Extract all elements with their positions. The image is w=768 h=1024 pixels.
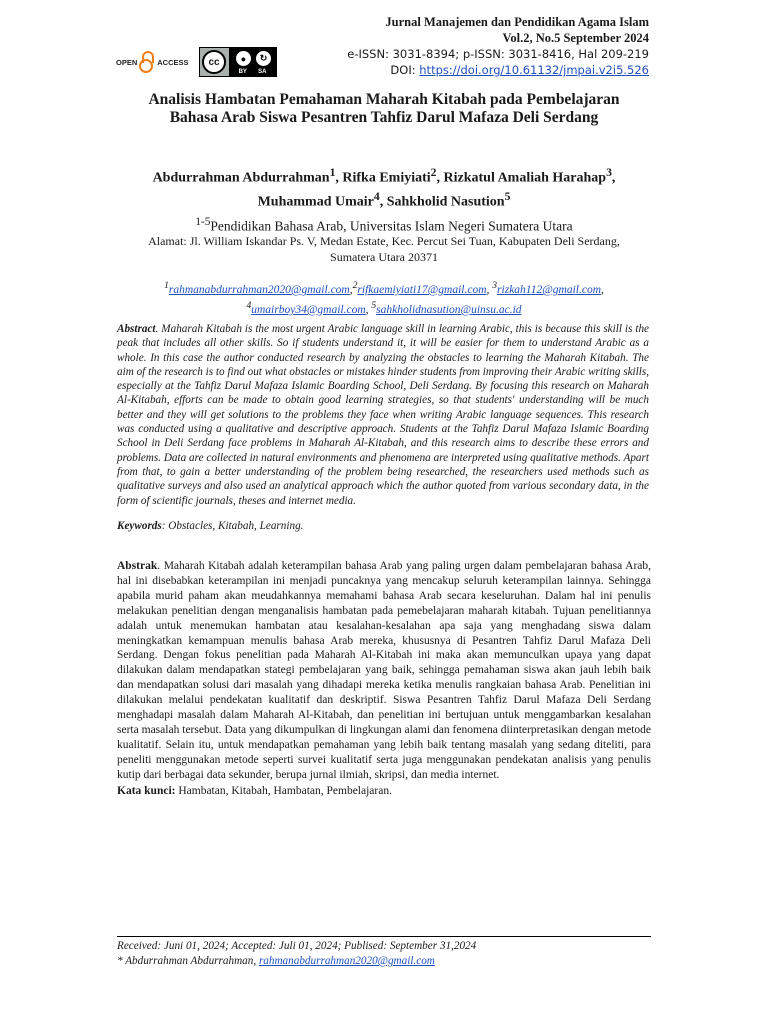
abstract-english-label: Abstract [117, 323, 156, 335]
author-2: , Rifka Emiyiati [335, 170, 431, 186]
journal-issn: e-ISSN: 3031-8394; p-ISSN: 3031-8416, Hal 209-219 [347, 47, 649, 61]
email-link-4[interactable]: umairboy34@gmail.com [251, 303, 366, 316]
author-list: Abdurrahman Abdurrahman$^1$, Rifka Emiyiati$^2$, Rizkatul Amaliah Harahap$^3$, Muhammad Umair$^4$, Sahkholid Nasution$^5$ [152, 166, 616, 210]
abstract-english-text: . Maharah Kitabah is the most urgent Arabic language skill in learning Arabic, this is because this skill is the peak that includes all other skills. So if students understand it, it will be easier for them to understand Arabic as a whole. In this case the author conducted research by analyzing the obstacles to learning the Maharah Kitabah. The aim of the research is to find out what obstacles or mistakes hinder students from improving their Arabic writing skills, especially at the Tahfiz Darul Mafaza Islamic Boarding School, Deli Serdang. By focusing this research on Maharah Al-Kitabah, efforts can be made to obtain good learning strategies, so that students' understanding will be much better and they will get solutions to the problems they face when writing Arabic language sequences. This research was conducted using a qualitative and descriptive approach. Students at the Tahfiz Darul Mafaza Islamic Boarding School in Deli Serdang face problems in Maharah Al-Kitabah, and this research aims to describe these errors and problems. Data are collected in natural environments and phenomena are interpreted using qualitative methods. Apart from that, to gain a better understanding of the problem being researched, the researchers used methods such as qualitative surveys and also used an analytical approach which the author quoted from various secondary data, in the form of scientific journals, theses and internet media. [117, 323, 650, 507]
license-sa-label: SA [258, 69, 267, 75]
author-4: Muhammad Umair [257, 194, 374, 210]
received-dates: Received: Juni 01, 2024; Accepted: Juli 01, 2024; Publised: September 31,2024 [117, 940, 477, 952]
open-access-logo: OPEN ACCESS [116, 48, 189, 76]
affiliation: $^{1-5}$Pendidikan Bahasa Arab, Universitas Islam Negeri Sumatera Utara [195, 216, 573, 234]
author-3: , Rizkatul Amaliah Harahap [436, 170, 607, 186]
doi-link[interactable]: https://doi.org/10.61132/jmpai.v2i5.526 [419, 63, 649, 77]
page-footer [117, 939, 651, 969]
author-emails: $^1$rahmanabdurrahman2020@gmail.com,$^2$rifkaemiyiati17@gmail.com, $^3$rizkah112@gmail.com, $^4$umairboy34@gmail.com, $^5$sahkholidnasution@uinsu.ac.id [164, 280, 604, 316]
share-alike-icon: ↻ [256, 51, 271, 66]
abstract-indonesian [117, 559, 651, 783]
email-link-2[interactable]: rifkaemiyiati17@gmail.com [357, 283, 487, 296]
footer-divider [117, 936, 651, 937]
doi-line [347, 62, 649, 78]
abstract-english [117, 322, 649, 508]
email-link-5[interactable]: sahkholidnasution@uinsu.ac.id [376, 303, 522, 316]
author-1: Abdurrahman Abdurrahman [152, 170, 330, 186]
doi-label: DOI: [390, 63, 416, 77]
paper-title [100, 91, 668, 127]
corresponding-author: * Abdurrahman Abdurrahman, rahmanabdurrahman2020@gmail.com [117, 955, 435, 967]
license-by-label: BY [238, 69, 247, 75]
title-line-1: Analisis Hambatan Pemahaman Maharah Kitabah pada Pembelajaran [148, 91, 620, 108]
keywords-indonesian: Kata kunci: Hambatan, Kitabah, Hambatan, Pembelajaran. [117, 785, 392, 797]
person-icon: ● [236, 51, 251, 66]
email-link-3[interactable]: rizkah112@gmail.com [497, 283, 602, 296]
abstract-indonesian-text: . Maharah Kitabah adalah keterampilan bahasa Arab yang paling urgen dalam pembelajaran bahasa Arab, hal ini disebabkan keterampilan ini menjadi puncaknya yang mencakup seluruh keterampilan lainnya. Sehingga apabila murid paham akan meudahkannya memahami bahasa Arab secara keseluruhan. Dalam hal ini penulis melakukan penelitian dengan menganalisis hambatan pada pemebelajaran maharah kitabah. Tujuan penelitiannya adalah untuk menemukan hambatan atau kesalahan-kesalahan apa saja yang menghadang siswa dalam meningkatkan kemampuan menulis bahasa Arab mereka, khususnya di Pesantren Tahfiz Darul Mafaza Deli Serdang. Dengan fokus penelitian pada Maharah Al-Kitabah ini maka akan memunculkan upaya yang dapat dilakukan dalam mendapatkan stategi pembelajaran yang baik, sehingga pemahaman siswa akan jauh lebih baik dan mendapatkan solusi dari masalah yang dihadapi mereka ketika menulis rangkaian bahasa Arab. Penelitian ini dilakukan melalui pendekatan kualitatif dan deskriptif. Siswa Pesantren Tahfiz Darul Mafaza Deli Serdang menghadapi masalah dalam Maharah Al-Kitabah, dan penelitian ini bertujuan untuk menggambarkan kesalahan serta masalah tersebut. Data yang dikumpulkan di lingkungan alami dan fenomena diinterpretasikan dengan metode kualitatif. Selain itu, untuk mendapatkan pemahaman yang lebih baik tentang masalah yang sedang diteliti, para peneliti menggunakan metode seperti survei kualitatif serta juga menggunakan pendekatan analisis yang penulis kutip dari berbagai data sekunder, berupa jurnal ilmiah, skripsi, dan media internet. [117, 560, 651, 781]
address: Alamat: Jl. William Iskandar Ps. V, Medan Estate, Kec. Percut Sei Tuan, Kabupaten Deli Serdang, Sumatera Utara 20371 [148, 234, 620, 264]
cc-icon: cc [202, 50, 226, 74]
keywords-english: Keywords: Obstacles, Kitabah, Learning. [117, 520, 304, 532]
journal-volume: Vol.2, No.5 September 2024 [502, 31, 649, 45]
author-5: , Sahkholid Nasution [379, 194, 505, 210]
cc-by-sa-license-icon [199, 47, 277, 77]
abstract-indonesian-label: Abstrak [117, 560, 158, 572]
journal-header [347, 14, 649, 78]
title-line-2: Bahasa Arab Siswa Pesantren Tahfiz Darul Mafaza Deli Serdang [169, 109, 599, 126]
open-access-lock-icon [139, 51, 155, 73]
journal-name: Jurnal Manajemen dan Pendidikan Agama Islam [385, 15, 649, 29]
email-link-1[interactable]: rahmanabdurrahman2020@gmail.com [168, 283, 350, 296]
corresponding-email-link[interactable]: rahmanabdurrahman2020@gmail.com [258, 955, 435, 967]
